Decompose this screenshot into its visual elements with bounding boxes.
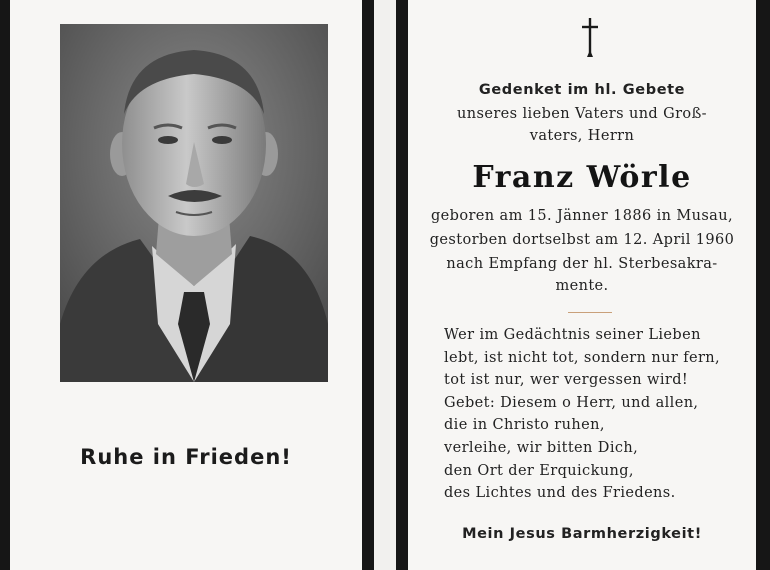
rest-in-peace-text: Ruhe in Frieden! (80, 445, 292, 469)
bio-line-4: mente. (555, 278, 609, 294)
header-line-1: unseres lieben Vaters und Groß- (457, 106, 707, 122)
deceased-name: Franz Wörle (472, 160, 692, 195)
prayer-line: tot ist nur, wer vergessen wird! (444, 372, 689, 389)
footer-invocation: Mein Jesus Barmherzigkeit! (462, 526, 702, 542)
header-bold-line: Gedenket im hl. Gebete (478, 82, 686, 98)
right-card-panel (396, 0, 770, 570)
card-fold-gap (374, 0, 396, 570)
bio-line-2: gestorben dortselbst am 12. April 1960 (429, 232, 735, 248)
left-card-panel (0, 0, 374, 570)
header-line-2: vaters, Herrn (529, 128, 635, 144)
prayer-line: Gebet: Diesem o Herr, und allen, (444, 394, 699, 411)
cross-icon (578, 16, 602, 58)
bio-line-3: nach Empfang der hl. Sterbesakra- (446, 256, 718, 272)
prayer-line: Wer im Gedächtnis seiner Lieben (444, 327, 701, 343)
prayer-line: den Ort der Erquickung, (444, 462, 634, 479)
prayer-line: die in Christo ruhen, (444, 417, 605, 434)
prayer-line: des Lichtes und des Friedens. (444, 485, 676, 502)
prayer-line: lebt, ist nicht tot, sondern nur fern, (444, 349, 721, 366)
section-divider (568, 312, 612, 313)
portrait-photo (60, 24, 328, 382)
bio-line-1: geboren am 15. Jänner 1886 in Musau, (431, 208, 733, 224)
prayer-block (444, 324, 734, 505)
prayer-line: verleihe, wir bitten Dich, (444, 439, 639, 456)
